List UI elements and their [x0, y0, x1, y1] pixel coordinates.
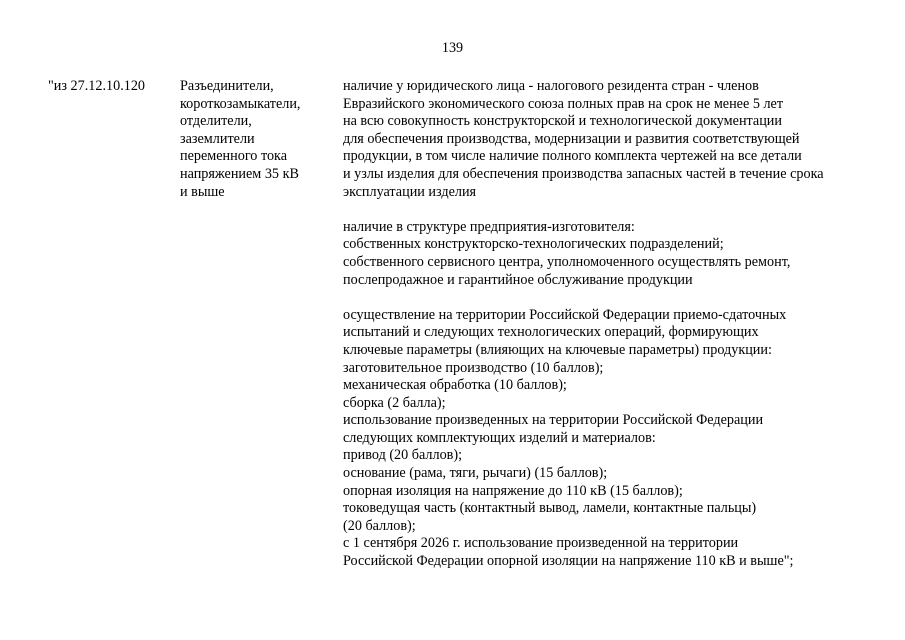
page-number: 139: [441, 40, 464, 56]
requirement-paragraph: [343, 78, 873, 201]
requirement-line: основание (рама, тяги, рычаги) (15 баллов);: [343, 465, 608, 482]
requirement-line: и узлы изделия для обеспечения производства запасных частей в течение срока: [343, 165, 824, 182]
requirements: [343, 78, 873, 588]
requirement-line: привод (20 баллов);: [343, 447, 463, 464]
requirement-line: эксплуатации изделия: [343, 183, 477, 200]
requirement-line: наличие в структуре предприятия-изготовителя:: [343, 218, 635, 235]
requirement-line: использование произведенных на территории Российской Федерации: [343, 412, 764, 429]
product-name-line: напряжением 35 кВ: [180, 165, 299, 182]
requirement-line: собственного сервисного центра, уполномоченного осуществлять ремонт,: [343, 253, 791, 270]
requirement-line: послепродажное и гарантийное обслуживание продукции: [343, 271, 693, 288]
requirement-line: собственных конструкторско-технологических подразделений;: [343, 236, 724, 253]
requirement-line: заготовительное производство (10 баллов);: [343, 359, 604, 376]
product-name-line: короткозамыкатели,: [180, 95, 301, 112]
requirement-line: ключевые параметры (влияющих на ключевые параметры) продукции:: [343, 341, 772, 358]
product-name-line: заземлители: [180, 130, 255, 147]
requirement-line: сборка (2 балла);: [343, 394, 446, 411]
requirement-line: опорная изоляция на напряжение до 110 кВ (15 баллов);: [343, 482, 683, 499]
requirement-line: испытаний и следующих технологических операций, формирующих: [343, 324, 759, 341]
product-code: "из 27.12.10.120: [48, 78, 146, 94]
requirement-line: следующих комплектующих изделий и материалов:: [343, 429, 656, 446]
requirement-line: наличие у юридического лица - налогового резидента стран - членов: [343, 78, 759, 94]
product-name: [180, 78, 330, 201]
requirement-line: Евразийского экономического союза полных прав на срок не менее 5 лет: [343, 95, 784, 112]
requirement-line: (20 баллов);: [343, 517, 416, 534]
requirement-line: осуществление на территории Российской Федерации приемо-сдаточных: [343, 306, 787, 323]
requirement-line: токоведущая часть (контактный вывод, ламели, контактные пальцы): [343, 500, 757, 517]
requirement-paragraph: [343, 307, 873, 571]
requirement-line: продукции, в том числе наличие полного комплекта чертежей на все детали: [343, 148, 802, 165]
requirement-line: на всю совокупность конструкторской и технологической документации: [343, 113, 782, 130]
requirement-line: механическая обработка (10 баллов);: [343, 377, 567, 394]
requirement-line: с 1 сентября 2026 г. использование произведенной на территории: [343, 535, 739, 552]
product-name-line: переменного тока: [180, 148, 288, 165]
product-name-line: Разъединители,: [180, 78, 274, 94]
requirement-paragraph: [343, 219, 873, 289]
product-name-line: отделители,: [180, 113, 252, 130]
requirement-line: Российской Федерации опорной изоляции на напряжение 110 кВ и выше";: [343, 553, 794, 570]
product-name-line: и выше: [180, 183, 225, 200]
requirement-line: для обеспечения производства, модернизации и развития соответствующей: [343, 130, 800, 147]
